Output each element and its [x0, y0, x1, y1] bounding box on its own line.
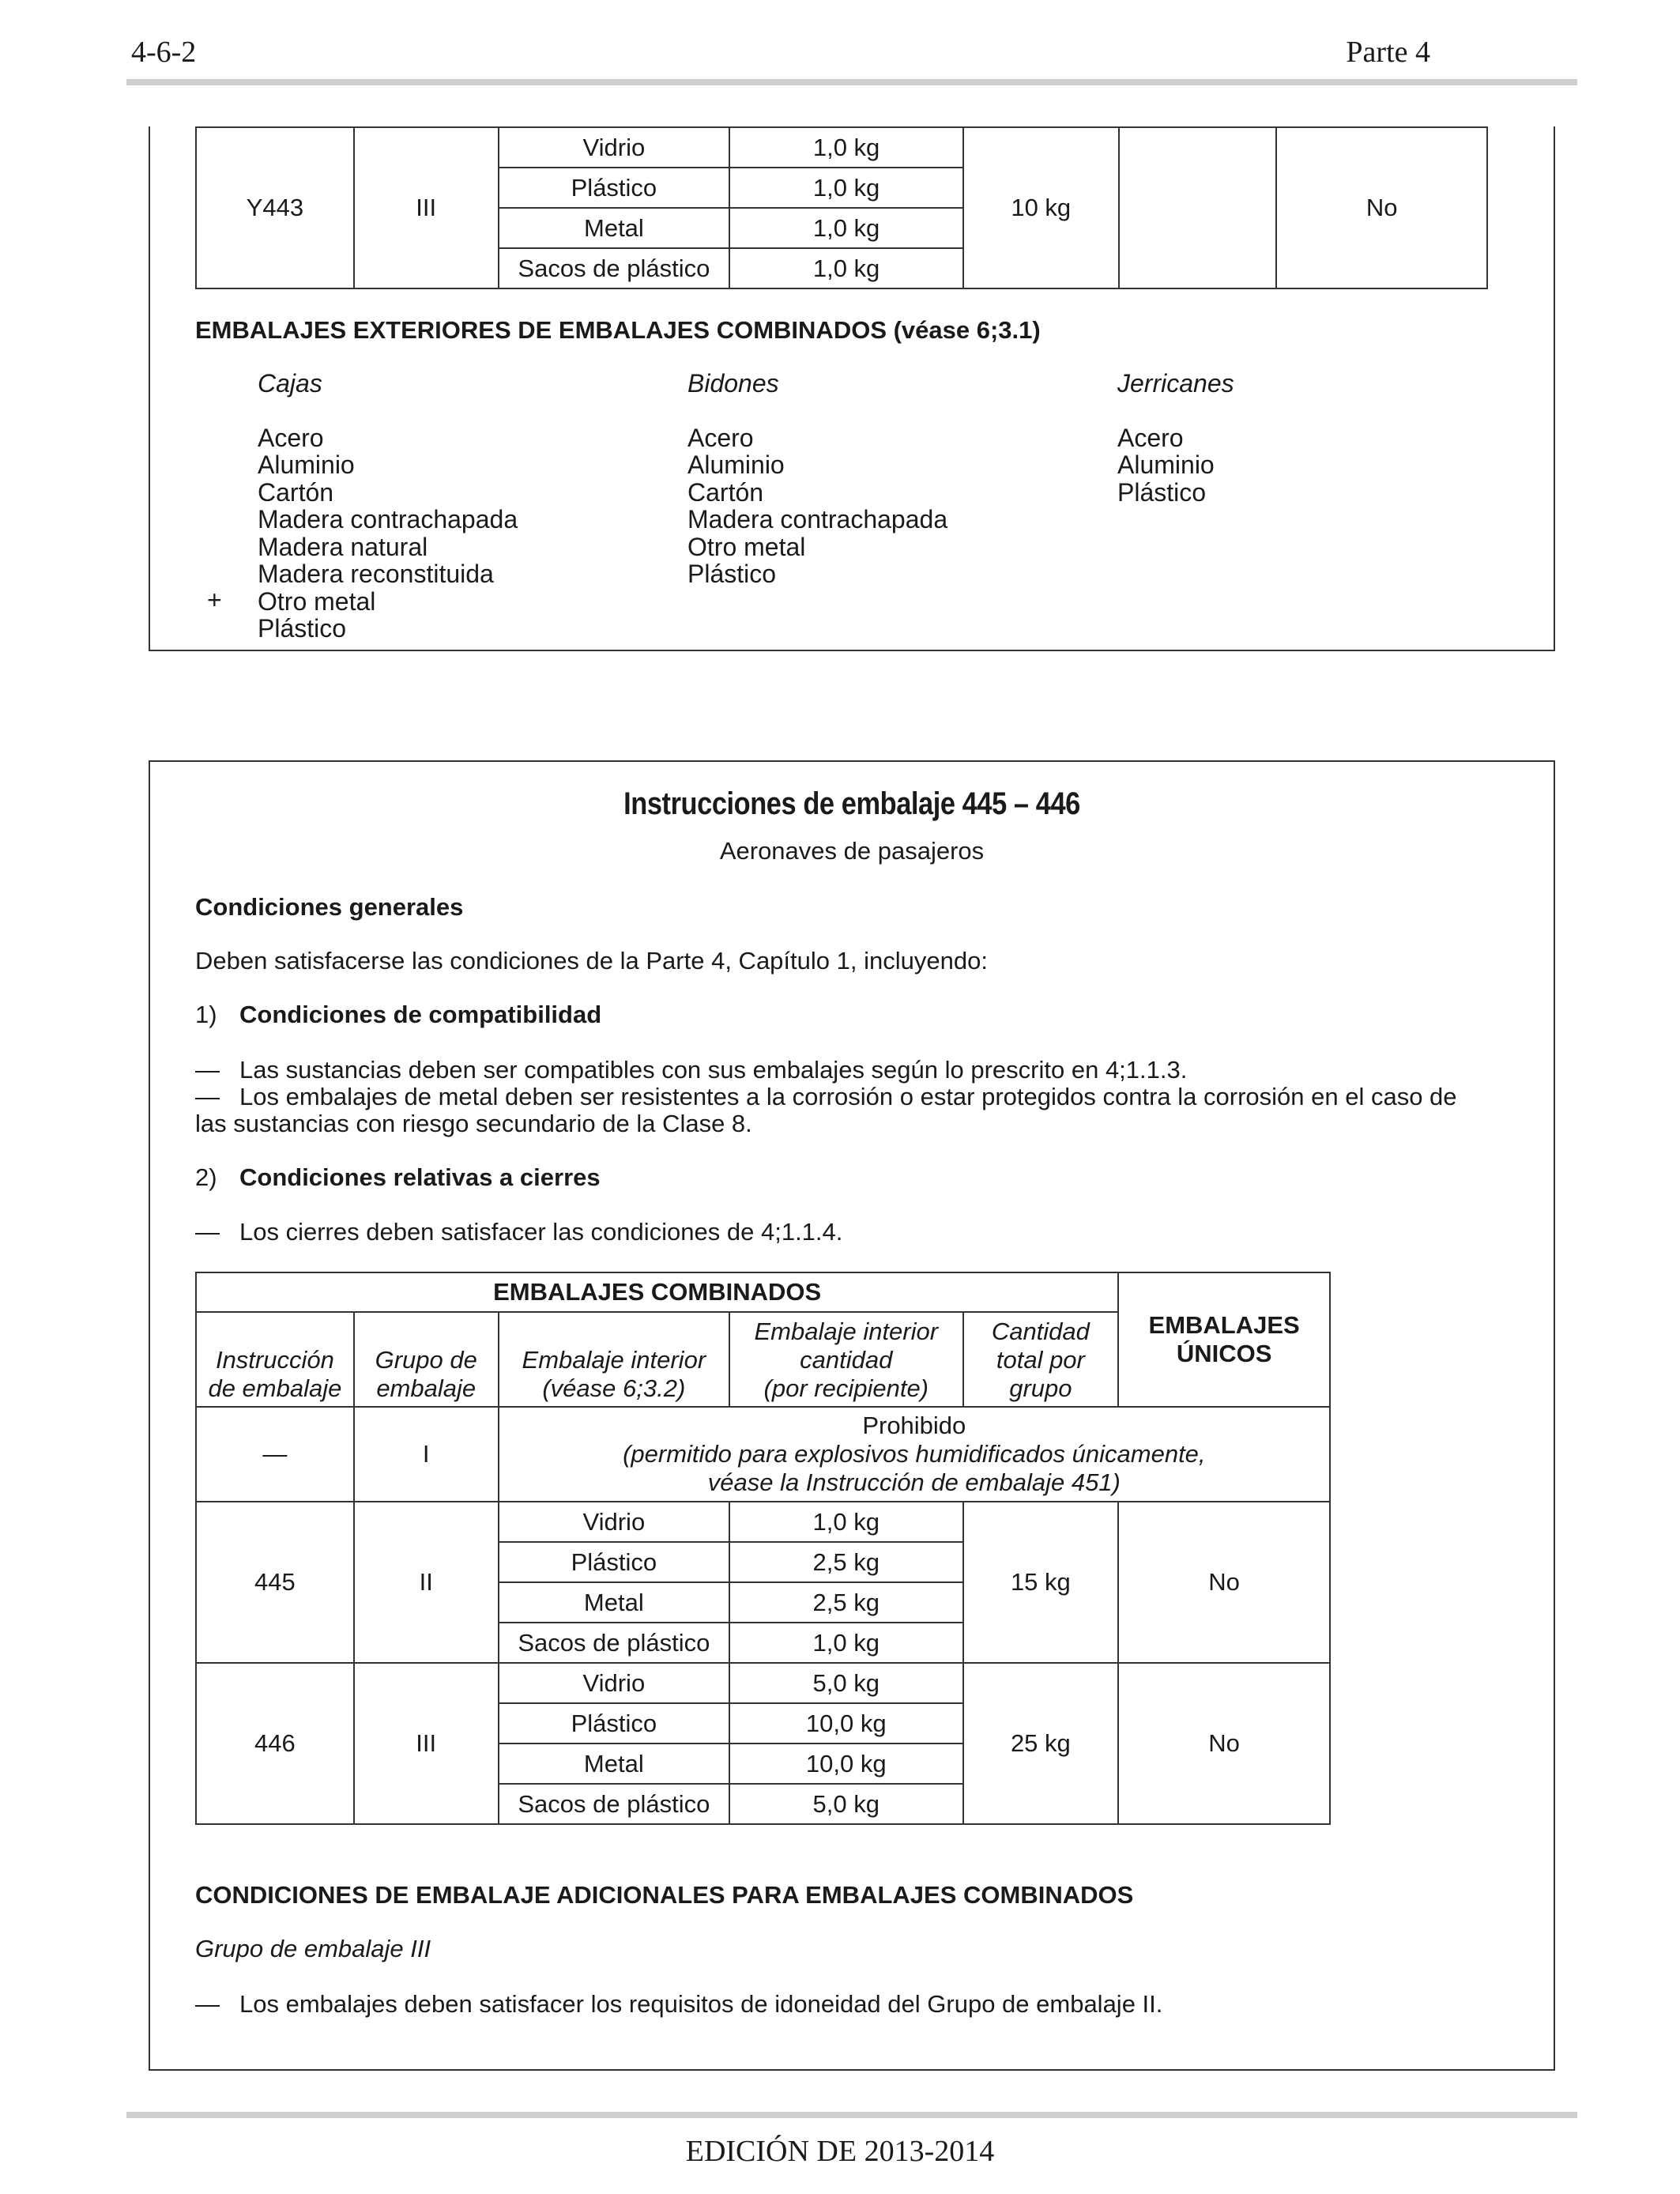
material-cell: Metal [499, 1744, 729, 1784]
list-item: Madera contrachapada [258, 505, 518, 533]
list-item: Cartón [687, 477, 764, 507]
list-item: Plástico [687, 560, 777, 588]
item-1-line-2 [195, 1083, 1523, 1110]
header-line: Embalaje interior [522, 1346, 706, 1374]
material-cell: Plástico [499, 1703, 729, 1744]
item-title: Condiciones relativas a cierres [239, 1163, 601, 1191]
group-cell: I [354, 1407, 499, 1502]
header-line: Grupo de [375, 1346, 477, 1374]
material-cell: Sacos de plástico [499, 1623, 729, 1663]
header-line: (por recipiente) [763, 1374, 929, 1402]
packing-group-subheading: Grupo de embalaje III [195, 1935, 431, 1962]
material-cell: Vidrio [499, 1663, 729, 1703]
qty-cell: 1,0 kg [729, 127, 963, 168]
item-1-line-1 [195, 1056, 1523, 1084]
dash: — [195, 1990, 220, 2018]
list-item: Otro metal [687, 532, 806, 561]
group-header [354, 1312, 499, 1407]
instruction-cell: 445 [196, 1502, 354, 1663]
part-label: Parte 4 [1346, 36, 1430, 69]
header-line: EMBALAJES [1148, 1311, 1300, 1339]
list-item: Plástico [258, 614, 347, 643]
list-item: Madera natural [258, 532, 428, 561]
material-cell: Metal [499, 208, 730, 248]
single-header [1118, 1272, 1330, 1407]
additional-line [195, 1990, 1523, 2018]
forbidden-cell [499, 1407, 1330, 1502]
col-title: Bidones [687, 369, 779, 398]
additional-conditions-heading: CONDICIONES DE EMBALAJE ADICIONALES PARA EMBALAJES COMBINADOS [195, 1881, 1134, 1909]
material-cell: Sacos de plástico [499, 248, 730, 288]
col-title: Jerricanes [1117, 369, 1234, 398]
list-item: Aluminio [258, 450, 355, 479]
single-cell: No [1118, 1502, 1330, 1663]
header-rule [126, 79, 1577, 85]
list-item: Madera contrachapada [687, 505, 948, 533]
text: Los embalajes de metal deben ser resistentes a la corrosión o estar protegidos contra la corrosión en el caso de [239, 1083, 1457, 1110]
list-item: Acero [687, 423, 754, 452]
dash: — [195, 1218, 220, 1246]
single-cell: No [1276, 127, 1487, 288]
header-line: (véase 6;3.2) [542, 1374, 686, 1402]
header-line: embalaje [376, 1374, 477, 1402]
header-line: total por [996, 1346, 1085, 1374]
col-title: Cajas [258, 369, 322, 398]
material-cell: Vidrio [499, 127, 730, 168]
inner-qty-header [729, 1312, 962, 1407]
forbidden-line: véase la Instrucción de embalaje 451) [707, 1468, 1121, 1496]
material-cell: Vidrio [499, 1502, 729, 1542]
list-item: Acero [258, 423, 324, 452]
material-cell: Plástico [499, 168, 730, 208]
qty-cell: 1,0 kg [729, 1623, 962, 1663]
qty-cell: 10,0 kg [729, 1703, 962, 1744]
edition-label: EDICIÓN DE 2013-2014 [685, 2135, 995, 2168]
list-item: Aluminio [687, 450, 785, 479]
item-title: Condiciones de compatibilidad [239, 1001, 602, 1028]
instruction-header [196, 1312, 354, 1407]
dash: — [195, 1083, 220, 1110]
header-line: cantidad [800, 1346, 893, 1374]
list-item: Acero [1117, 423, 1184, 452]
item-number: 1) [195, 1001, 217, 1028]
general-conditions-text: Deben satisfacerse las condiciones de la Parte 4, Capítulo 1, incluyendo: [195, 947, 988, 974]
instruction-cell: Y443 [196, 127, 354, 288]
plus-marker: + [207, 586, 222, 614]
material-cell: Plástico [499, 1542, 729, 1582]
total-cell: 10 kg [963, 127, 1119, 288]
header-line: Cantidad [991, 1318, 1090, 1345]
header-line: de embalaje [208, 1374, 342, 1402]
list-item: Cartón [258, 477, 334, 507]
header-line: ÚNICOS [1176, 1340, 1272, 1367]
qty-cell: 1,0 kg [729, 168, 963, 208]
page-number: 4-6-2 [131, 36, 197, 69]
outer-col-boxes [258, 370, 518, 643]
qty-cell: 5,0 kg [729, 1784, 962, 1824]
qty-cell: 10,0 kg [729, 1744, 962, 1784]
qty-cell: 2,5 kg [729, 1582, 962, 1623]
section-subtitle: Aeronaves de pasajeros [719, 837, 985, 865]
text: Los embalajes deben satisfacer los requisitos de idoneidad del Grupo de embalaje II. [239, 1990, 1163, 2018]
list-item: Aluminio [1117, 450, 1215, 479]
item-2-line-1 [195, 1218, 1523, 1246]
instruction-cell: — [196, 1407, 354, 1502]
outer-packaging-heading: EMBALAJES EXTERIORES DE EMBALAJES COMBINADOS (véase 6;3.1) [195, 316, 1041, 344]
list-item: Plástico [1117, 477, 1207, 507]
combined-packaging-table [195, 1272, 1331, 1825]
item-1 [195, 1001, 1523, 1028]
inner-header [499, 1312, 729, 1407]
combined-header: EMBALAJES COMBINADOS [196, 1272, 1118, 1312]
text: Los cierres deben satisfacer las condiciones de 4;1.1.4. [239, 1218, 843, 1246]
text: Las sustancias deben ser compatibles con sus embalajes según lo prescrito en 4;1.1.3. [239, 1056, 1188, 1084]
total-cell: 25 kg [963, 1663, 1119, 1824]
outer-col-drums [687, 370, 947, 588]
general-conditions-heading: Condiciones generales [195, 893, 464, 921]
qty-cell: 2,5 kg [729, 1542, 962, 1582]
material-cell: Metal [499, 1582, 729, 1623]
total-cell: 15 kg [963, 1502, 1119, 1663]
forbidden-line: (permitido para explosivos humidificados únicamente, [623, 1440, 1206, 1468]
single-cell: No [1118, 1663, 1330, 1824]
qty-cell: 1,0 kg [729, 208, 963, 248]
list-item: Otro metal [258, 586, 376, 616]
outer-col-jerricans [1117, 370, 1234, 506]
dash: — [195, 1056, 220, 1084]
top-packing-table [195, 126, 1488, 289]
qty-cell: 1,0 kg [729, 1502, 962, 1542]
item-number: 2) [195, 1163, 217, 1191]
item-2 [195, 1163, 1523, 1191]
group-cell: III [354, 127, 499, 288]
total-header [963, 1312, 1119, 1407]
forbidden-line: Prohibido [862, 1412, 966, 1439]
qty-cell: 5,0 kg [729, 1663, 962, 1703]
group-cell: II [354, 1502, 499, 1663]
list-item: Madera reconstituida [258, 560, 494, 588]
header-line: Embalaje interior [754, 1318, 939, 1345]
material-cell: Sacos de plástico [499, 1784, 729, 1824]
group-cell: III [354, 1663, 499, 1824]
footer-rule [126, 2112, 1577, 2118]
empty-cell [1119, 127, 1277, 288]
section-title: Instrucciones de embalaje 445 – 446 [623, 786, 1080, 821]
header-line: Instrucción [215, 1346, 334, 1374]
header-line: grupo [1009, 1374, 1072, 1402]
instruction-cell: 446 [196, 1663, 354, 1824]
qty-cell: 1,0 kg [729, 248, 963, 288]
item-1-line-3: las sustancias con riesgo secundario de la Clase 8. [195, 1110, 752, 1137]
